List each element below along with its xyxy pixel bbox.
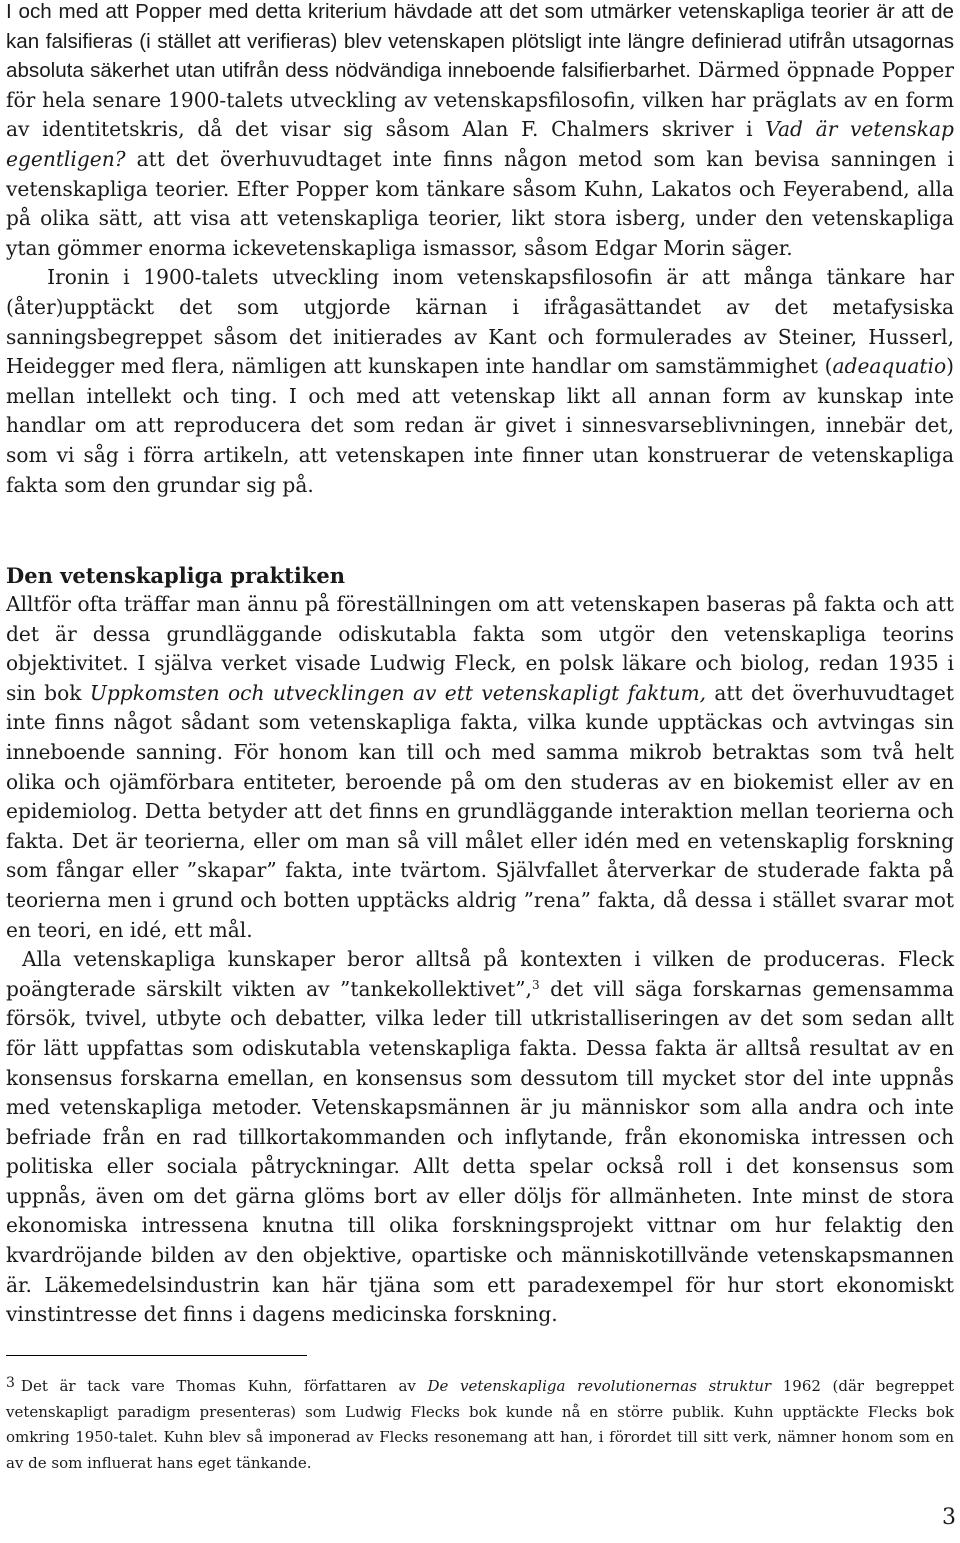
section-heading: Den vetenskapliga praktiken	[6, 563, 346, 588]
practice-text: Alltför ofta träffar man ännu på föreställningen om att vetenskapen baseras på fakta och att det är dessa grundläggande odiskutabla fakta som utgör den vetenskapliga teorins objektivitet. I själva verket visade Ludwig Fleck, en polsk läkare och biolog, redan 1935 i sin bok	[6, 592, 954, 705]
paragraph-irony	[6, 265, 954, 496]
footnote-text-end: 1962 (där begreppet vetenskapligt paradigm presenteras) som Ludwig Flecks bok kunde nå en större publik. Kuhn upptäckte Flecks bok omkring 1950-talet. Kuhn blev så imponerad av Flecks resonemang att han, i förordet till sitt verk, nämner honom som en av de som influerat hans eget tänkande.	[6, 1377, 954, 1472]
popper-text-end: att det överhuvudtaget inte finns någon metod som kan bevisa sanningen i vetenskapliga teorier. Efter Popper kom tänkare såsom Kuhn, Lakatos och Feyerabend, alla på olika sätt, att visa att vetenskapliga teorier, likt stora isberg, under den vetenskapliga ytan gömmer enorma ickevetenskapliga ismassor, såsom Edgar Morin säger.	[6, 146, 954, 260]
irony-text-end: ) mellan intellekt och ting. I och med att vetenskap likt all annan form av kunskap inte handlar om att reproducera det som redan är givet i sinnesvarseblivningen, innebär det, som vi såg i förra artikeln, att vetenskapen inte finner utan konstruerar de vetenskapliga fakta som den grundar sig på.	[6, 354, 954, 497]
paragraph-context	[6, 945, 954, 1330]
footnote-divider	[6, 1355, 307, 1356]
footnote-number: 3	[6, 1375, 15, 1391]
popper-text: Därmed öppnade Popper för hela senare 1900-talets utveckling av vetenskapsfilosofin, vilken har präglats av en form av identitetskris, då det visar sig såsom Alan F. Chalmers skriver i	[6, 58, 954, 142]
practice-text-end: att det överhuvudtaget inte finns något sådant som vetenskapliga fakta, vilka kunde upptäckas och avtvingas sin inneboende sanning. För honom kan till och med samma mikrob betraktas som två helt olika och ojämförbara entiteter, beroende på om den studeras av en biokemist eller av en epidemiolog. Detta betyder att det finns en grundläggande interaktion mellan teorierna och fakta. Det är teorierna, eller om man så vill målet eller idén med en vetenskaplig forskning som fångar eller ”skapar” fakta, inte tvärtom. Självfallet återverkar de studerade fakta på teorierna men i grund och botten upptäcks aldrig ”rena” fakta, då dessa i stället svarar mot en teori, en idé, ett mål.	[6, 680, 954, 942]
irony-text: Ironin i 1900-talets utveckling inom vetenskapsfilosofin är att många tänkare har (åter)upptäckt det som utgjorde kärnan i ifrågasättandet av det metafysiska sanningsbegreppet såsom det initierades av Kant och formulerades av Steiner, Husserl, Heidegger med flera, nämligen att kunskapen inte handlar om samstämmighet (	[6, 265, 954, 379]
book-title-fleck: Uppkomsten och utvecklingen av ett vetenskapligt faktum,	[89, 680, 707, 705]
footnote-book-title: De vetenskapliga revolutionernas struktur	[427, 1377, 772, 1395]
footnote	[6, 1371, 954, 1476]
context-text-end: det vill säga forskarnas gemensamma försök, tvivel, utbyte och debatter, vilka leder till utkristalliseringen av det som sedan allt för lätt uppfattas som odiskutabla vetenskapliga fakta. Dessa fakta är alltså resultat av en konsensus forskarna emellan, en konsensus som dessutom till mycket stor del inte uppnås med vetenskapliga metoder. Vetenskapsmännen är ju människor som alla andra och inte befriade från en rad tillkortakommanden och inflytande, från ekonomiska intressen och politiska eller sociala påtryckningar. Allt detta spelar också roll i det konsensus som uppnås, även om det gärna glöms bort av eller döljs för allmänheten. Inte minst de stora ekonomiska intressena knutna till olika forskningsprojekt vittnar om hur felaktig den kvardröjande bilden av den objektive, opartiske och människotillvände vetenskapsmannen är. Läkemedelsindustrin kan här tjäna som ett paradexempel för hur stort ekonomiskt vinstintresse det finns i dagens medicinska forskning.	[6, 976, 954, 1327]
adeaquatio-term: adeaquatio	[832, 354, 947, 379]
book-title-chalmers: Vad är vetenskap egentligen?	[6, 117, 954, 171]
context-text: Alla vetenskapliga kunskaper beror alltså på kontexten i vilken de produceras. Fleck poängterade särskilt vikten av ”tankekollektivet”,	[6, 947, 954, 1001]
paragraph-practice	[6, 590, 954, 945]
paragraph-popper	[6, 0, 954, 500]
popper-text-sans: I och med att Popper med detta kriterium hävdade att det som utmärker vetenskapliga teorier är att de kan falsifieras (i stället att verifieras) blev vetenskapen plötsligt inte längre definierad utifrån utsagornas absoluta säkerhet utan utifrån dess nödvändiga inneboende falsifierbarhet.	[6, 0, 954, 83]
page-number: 3	[942, 1505, 956, 1530]
section-body	[6, 590, 954, 1330]
footnote-reference[interactable]: 3	[531, 977, 540, 992]
footnote-text: Det är tack vare Thomas Kuhn, författaren av	[20, 1377, 428, 1395]
